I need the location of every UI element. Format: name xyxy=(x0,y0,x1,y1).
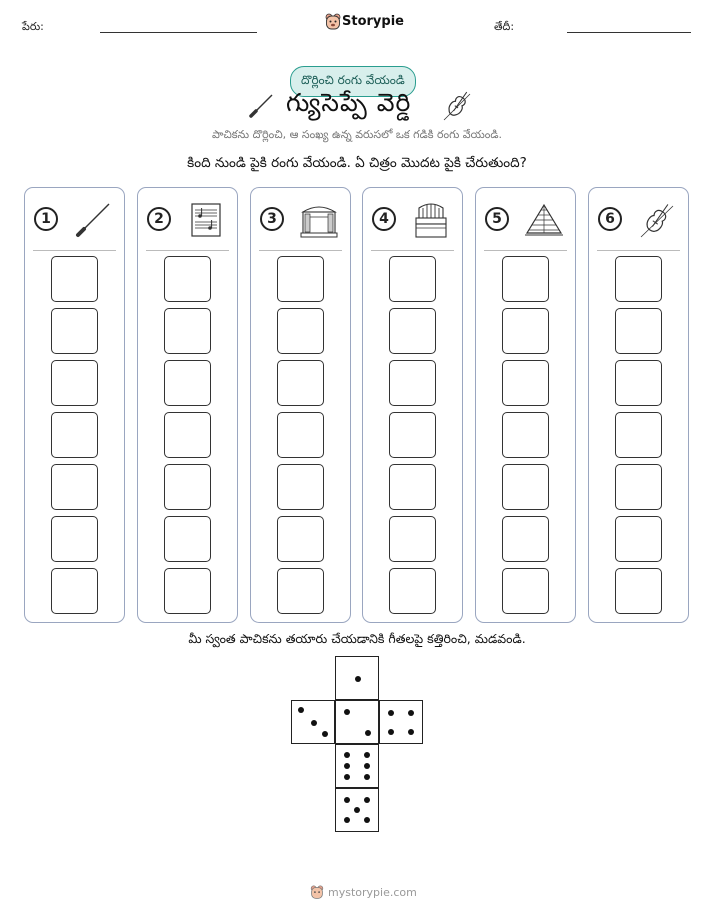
die-face-1 xyxy=(335,656,379,700)
column-divider xyxy=(33,250,116,251)
date-label: తేదీ: xyxy=(494,20,515,33)
color-box[interactable] xyxy=(164,568,211,614)
color-box[interactable] xyxy=(164,516,211,562)
pip xyxy=(344,763,350,769)
violin-title-icon xyxy=(440,88,474,124)
color-box[interactable] xyxy=(502,412,549,458)
bear-footer-icon xyxy=(310,885,324,900)
column-divider xyxy=(146,250,229,251)
name-label: పేరు: xyxy=(22,20,44,33)
color-box[interactable] xyxy=(389,464,436,510)
pip xyxy=(388,729,394,735)
die-face-5 xyxy=(335,788,379,832)
color-box[interactable] xyxy=(502,360,549,406)
pip xyxy=(364,774,370,780)
color-box[interactable] xyxy=(615,360,662,406)
color-box[interactable] xyxy=(277,360,324,406)
pip xyxy=(344,709,350,715)
die-face-2 xyxy=(335,700,379,744)
color-box[interactable] xyxy=(51,568,98,614)
die-face-3 xyxy=(291,700,335,744)
column-number: 3 xyxy=(260,207,284,231)
color-box[interactable] xyxy=(502,516,549,562)
pip xyxy=(364,752,370,758)
column-divider xyxy=(484,250,567,251)
color-box[interactable] xyxy=(615,516,662,562)
color-box[interactable] xyxy=(615,256,662,302)
color-box[interactable] xyxy=(277,568,324,614)
color-box[interactable] xyxy=(164,464,211,510)
pip xyxy=(354,807,360,813)
color-box[interactable] xyxy=(615,568,662,614)
column-1 xyxy=(24,187,125,623)
color-box[interactable] xyxy=(277,516,324,562)
pip xyxy=(365,730,371,736)
pip xyxy=(344,817,350,823)
pyramid-icon xyxy=(524,200,564,240)
pip xyxy=(311,720,317,726)
color-box[interactable] xyxy=(502,464,549,510)
column-number: 1 xyxy=(34,207,58,231)
subtitle: పాచికను దొర్లించి, ఆ సంఖ్య ఉన్న వరుసలో ఒక గడికి రంగు వేయండి. xyxy=(212,128,502,141)
color-box[interactable] xyxy=(164,412,211,458)
activity-badge: దొర్లించి రంగు వేయండి xyxy=(290,66,416,97)
color-box[interactable] xyxy=(615,308,662,354)
baton-title-icon xyxy=(247,92,275,120)
color-box[interactable] xyxy=(51,308,98,354)
color-box[interactable] xyxy=(502,256,549,302)
color-box[interactable] xyxy=(389,308,436,354)
color-box[interactable] xyxy=(51,464,98,510)
color-box[interactable] xyxy=(164,256,211,302)
color-box[interactable] xyxy=(51,360,98,406)
pip xyxy=(344,797,350,803)
pip xyxy=(364,797,370,803)
color-box[interactable] xyxy=(164,360,211,406)
color-box[interactable] xyxy=(51,516,98,562)
column-divider xyxy=(597,250,680,251)
name-line[interactable] xyxy=(100,32,257,33)
pip xyxy=(364,817,370,823)
color-box[interactable] xyxy=(615,464,662,510)
pip xyxy=(364,763,370,769)
column-number: 2 xyxy=(147,207,171,231)
color-box[interactable] xyxy=(389,412,436,458)
violin-icon xyxy=(637,200,677,240)
die-face-6 xyxy=(335,744,379,788)
color-box[interactable] xyxy=(389,568,436,614)
baton-icon xyxy=(73,200,113,240)
brand-logo xyxy=(325,13,415,33)
column-4 xyxy=(362,187,463,623)
pip xyxy=(408,710,414,716)
pip xyxy=(298,707,304,713)
column-divider xyxy=(259,250,342,251)
brand-name: Storypie xyxy=(342,14,404,29)
color-box[interactable] xyxy=(277,412,324,458)
column-3 xyxy=(250,187,351,623)
column-number: 4 xyxy=(372,207,396,231)
pip xyxy=(344,752,350,758)
column-5 xyxy=(475,187,576,623)
sheet-music-icon xyxy=(186,200,226,240)
color-box[interactable] xyxy=(389,360,436,406)
color-box[interactable] xyxy=(389,256,436,302)
column-divider xyxy=(371,250,454,251)
color-box[interactable] xyxy=(502,308,549,354)
date-line[interactable] xyxy=(567,32,691,33)
column-number: 6 xyxy=(598,207,622,231)
instruction: కింది నుండి పైకి రంగు వేయండి. ఏ చిత్రం మొదట పైకి చేరుతుంది? xyxy=(187,155,527,171)
column-6 xyxy=(588,187,689,623)
pipe-organ-icon xyxy=(411,200,451,240)
pip xyxy=(355,676,361,682)
color-box[interactable] xyxy=(389,516,436,562)
color-box[interactable] xyxy=(502,568,549,614)
cut-instruction: మీ స్వంత పాచికను తయారు చేయడానికి గీతలపై కత్తిరించి, మడవండి. xyxy=(188,631,526,646)
pip xyxy=(388,710,394,716)
column-2 xyxy=(137,187,238,623)
page-title: గ్యుసెప్పే వెర్డి xyxy=(286,88,412,117)
color-box[interactable] xyxy=(51,256,98,302)
die-face-4 xyxy=(379,700,423,744)
color-box[interactable] xyxy=(51,412,98,458)
pip xyxy=(344,774,350,780)
color-box[interactable] xyxy=(277,464,324,510)
pip xyxy=(408,729,414,735)
color-box[interactable] xyxy=(277,256,324,302)
color-box[interactable] xyxy=(277,308,324,354)
theater-stage-icon xyxy=(299,200,339,240)
column-number: 5 xyxy=(485,207,509,231)
footer-url[interactable]: mystorypie.com xyxy=(328,886,417,899)
color-box[interactable] xyxy=(615,412,662,458)
color-box[interactable] xyxy=(164,308,211,354)
pip xyxy=(322,731,328,737)
bear-logo-icon xyxy=(325,13,341,31)
